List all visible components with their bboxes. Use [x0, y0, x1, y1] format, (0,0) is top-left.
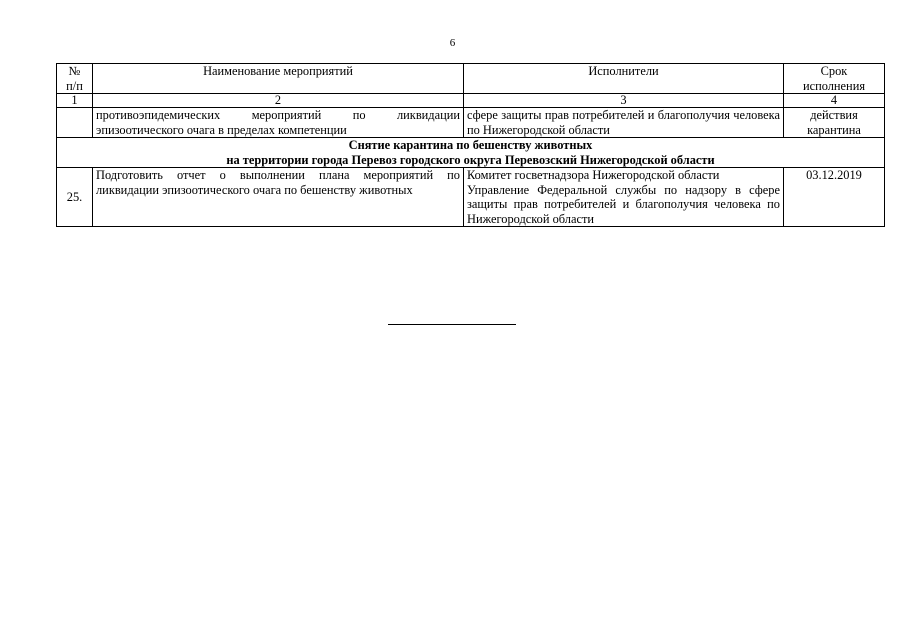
- end-rule: [388, 324, 516, 325]
- deadline: 03.12.2019: [784, 168, 885, 227]
- measure-name: Подготовить отчет о выполнении плана мероприятий по ликвидации эпизоотического очага по бешенству животных: [93, 168, 464, 227]
- executor-1: Комитет госветнадзора Нижегородской области: [467, 168, 720, 182]
- section-heading-row: [57, 138, 885, 168]
- section-heading: [57, 138, 885, 168]
- measure-name: противоэпидемических мероприятий по ликвидации эпизоотического очага в пределах компетенции: [93, 108, 464, 138]
- page-number: 6: [449, 37, 456, 49]
- column-number-2: 2: [93, 94, 464, 108]
- column-numbers-row: [57, 94, 885, 108]
- header-deadline-line1: Срок: [820, 64, 848, 78]
- executors: [464, 168, 784, 227]
- header-number-abbr: п/п: [66, 78, 83, 93]
- measures-table: [56, 63, 885, 227]
- column-number-1: 1: [57, 94, 93, 108]
- header-executors: Исполнители: [464, 64, 784, 94]
- section-heading-line2: на территории города Перевоз городского округа Перевозский Нижегородской области: [226, 152, 715, 167]
- header-measures: Наименование мероприятий: [93, 64, 464, 94]
- row-index: [57, 108, 93, 138]
- executor-2: Управление Федеральной службы по надзору в сфере защиты прав потребителей и благополучия человека по Нижегородской области: [467, 182, 780, 226]
- header-number-sign: №: [68, 64, 81, 78]
- header-deadline-line2: исполнения: [802, 78, 866, 93]
- header-row: [57, 64, 885, 94]
- row-index: 25.: [57, 168, 93, 227]
- column-number-3: 3: [464, 94, 784, 108]
- table-row: [57, 108, 885, 138]
- column-number-4: 4: [784, 94, 885, 108]
- executors: сфере защиты прав потребителей и благополучия человека по Нижегородской области: [464, 108, 784, 138]
- deadline: действия карантина: [784, 108, 885, 138]
- header-deadline: [784, 64, 885, 94]
- header-number: [57, 64, 93, 94]
- section-heading-line1: Снятие карантина по бешенству животных: [348, 138, 593, 152]
- table-row: [57, 168, 885, 227]
